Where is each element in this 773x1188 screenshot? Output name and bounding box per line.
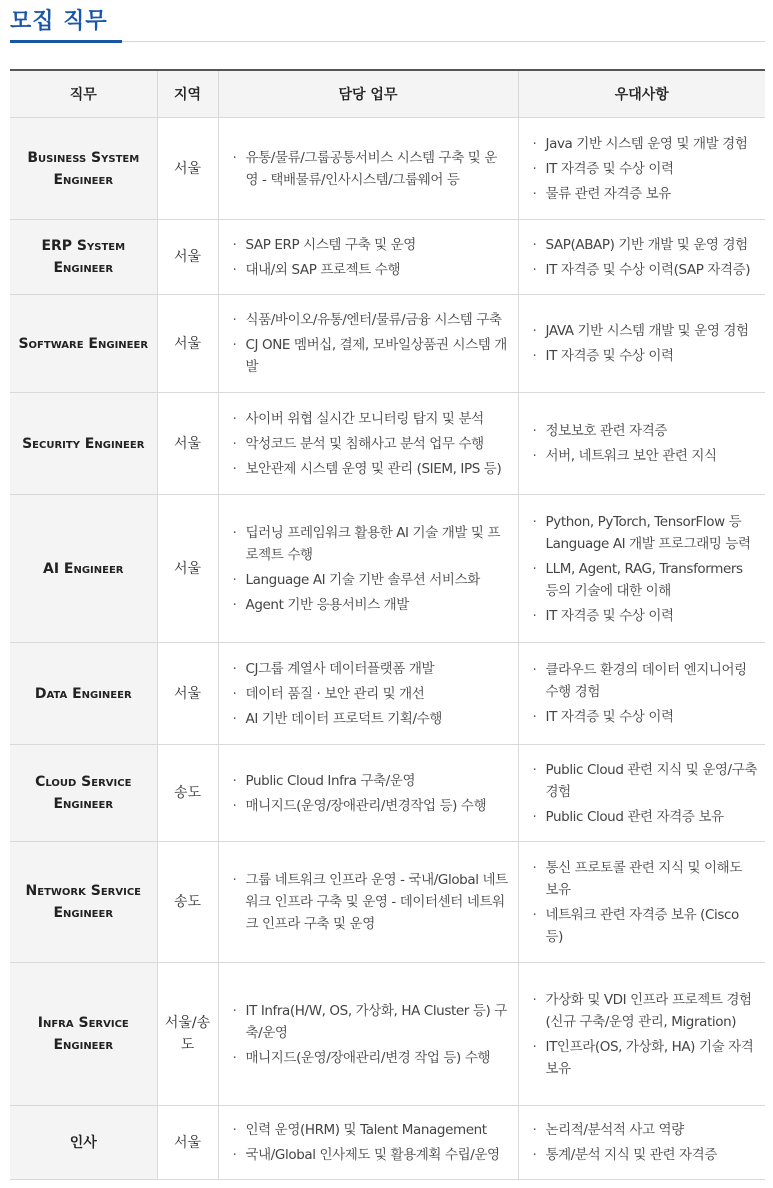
prefs-cell: [518, 963, 765, 1106]
job-region: 서울: [157, 220, 218, 295]
duty-list: [233, 234, 510, 281]
pref-item: · IT인프라(OS, 가상화, HA) 기술 자격 보유: [533, 1036, 758, 1080]
pref-list: [533, 133, 758, 205]
duties-cell: [218, 495, 518, 643]
job-region: 서울: [157, 295, 218, 393]
duties-cell: [218, 842, 518, 963]
duty-item: · 사이버 위협 실시간 모니터링 탐지 및 분석: [233, 408, 510, 430]
duty-item: · 데이터 품질 · 보안 관리 및 개선: [233, 683, 510, 705]
duty-item: · Public Cloud Infra 구축/운영: [233, 770, 510, 792]
duty-item: · 딥러닝 프레임워크 활용한 AI 기술 개발 및 프로젝트 수행: [233, 522, 510, 566]
pref-item: · Java 기반 시스템 운영 및 개발 경험: [533, 133, 758, 155]
duty-item: · 국내/Global 인사제도 및 활용계획 수립/운영: [233, 1144, 510, 1166]
pref-item: · 클라우드 환경의 데이터 엔지니어링 수행 경험: [533, 659, 758, 703]
duty-list: [233, 658, 510, 730]
job-title: Data Engineer: [10, 643, 157, 745]
pref-list: [533, 234, 758, 281]
prefs-cell: [518, 295, 765, 393]
pref-item: · 가상화 및 VDI 인프라 프로젝트 경험(신규 구축/운영 관리, Migration): [533, 989, 758, 1033]
duty-list: [233, 1000, 510, 1069]
header-prefs: 우대사항: [518, 70, 765, 118]
duty-list: [233, 408, 510, 480]
duties-cell: [218, 1106, 518, 1180]
pref-item: · Python, PyTorch, TensorFlow 등 Language AI 개발 프로그래밍 능력: [533, 511, 758, 555]
duty-list: [233, 309, 510, 378]
title-underline: [10, 40, 122, 43]
duty-item: · Agent 기반 응용서비스 개발: [233, 594, 510, 616]
job-title: Security Engineer: [10, 393, 157, 495]
table-row: [10, 118, 765, 220]
job-title: 인사: [10, 1106, 157, 1180]
pref-item: · IT 자격증 및 수상 이력: [533, 158, 758, 180]
pref-item: · IT 자격증 및 수상 이력(SAP 자격증): [533, 259, 758, 281]
pref-list: [533, 511, 758, 627]
prefs-cell: [518, 745, 765, 842]
pref-item: · Public Cloud 관련 자격증 보유: [533, 806, 758, 828]
duty-list: [233, 522, 510, 616]
duties-cell: [218, 295, 518, 393]
table-body: [10, 118, 765, 1180]
pref-item: · 서버, 네트워크 보안 관련 지식: [533, 445, 758, 467]
duties-cell: [218, 745, 518, 842]
prefs-cell: [518, 495, 765, 643]
prefs-cell: [518, 1106, 765, 1180]
duty-item: · 유통/물류/그룹공통서비스 시스템 구축 및 운영 - 택배물류/인사시스템/그룹웨어 등: [233, 147, 510, 191]
duties-cell: [218, 643, 518, 745]
duty-item: · 그룹 네트워크 인프라 운영 - 국내/Global 네트워크 인프라 구축 및 운영 - 데이터센터 네트워크 인프라 구축 및 운영: [233, 869, 510, 935]
pref-item: · LLM, Agent, RAG, Transformers 등의 기술에 대한 이해: [533, 558, 758, 602]
table-row: [10, 220, 765, 295]
job-title: ERP System Engineer: [10, 220, 157, 295]
job-region: 송도: [157, 745, 218, 842]
job-title: Software Engineer: [10, 295, 157, 393]
prefs-cell: [518, 643, 765, 745]
job-title: Cloud Service Engineer: [10, 745, 157, 842]
header-duties: 담당 업무: [218, 70, 518, 118]
job-region: 서울: [157, 643, 218, 745]
pref-list: [533, 320, 758, 367]
page-title: 모집 직무: [10, 9, 108, 34]
pref-list: [533, 659, 758, 728]
pref-item: · 네트워크 관련 자격증 보유 (Cisco 등): [533, 904, 758, 948]
duty-item: · 악성코드 분석 및 침해사고 분석 업무 수행: [233, 433, 510, 455]
duty-item: · 대내/외 SAP 프로젝트 수행: [233, 259, 510, 281]
duties-cell: [218, 220, 518, 295]
duty-item: · 매니지드(운영/장애관리/변경 작업 등) 수행: [233, 1047, 510, 1069]
table-row: [10, 295, 765, 393]
duty-item: · CJ그룹 계열사 데이터플랫폼 개발: [233, 658, 510, 680]
pref-item: · IT 자격증 및 수상 이력: [533, 345, 758, 367]
job-title: AI Engineer: [10, 495, 157, 643]
duty-item: · AI 기반 데이터 프로덕트 기획/수행: [233, 708, 510, 730]
header-region: 지역: [157, 70, 218, 118]
job-title: Infra Service Engineer: [10, 963, 157, 1106]
duty-item: · 식품/바이오/유통/엔터/물류/금융 시스템 구축: [233, 309, 510, 331]
pref-item: · Public Cloud 관련 지식 및 운영/구축 경험: [533, 759, 758, 803]
job-region: 서울: [157, 1106, 218, 1180]
prefs-cell: [518, 393, 765, 495]
pref-item: · IT 자격증 및 수상 이력: [533, 605, 758, 627]
job-title: Business System Engineer: [10, 118, 157, 220]
duty-list: [233, 770, 510, 817]
pref-item: · 통계/분석 지식 및 관련 자격증: [533, 1144, 758, 1166]
pref-item: · 논리적/분석적 사고 역량: [533, 1119, 758, 1141]
pref-item: · 물류 관련 자격증 보유: [533, 183, 758, 205]
duties-cell: [218, 963, 518, 1106]
duty-list: [233, 869, 510, 935]
job-region: 송도: [157, 842, 218, 963]
table-row: [10, 963, 765, 1106]
duties-cell: [218, 393, 518, 495]
prefs-cell: [518, 118, 765, 220]
table-row: [10, 1106, 765, 1180]
duties-cell: [218, 118, 518, 220]
duty-list: [233, 147, 510, 191]
table-row: [10, 745, 765, 842]
job-title: Network Service Engineer: [10, 842, 157, 963]
prefs-cell: [518, 220, 765, 295]
duty-item: · SAP ERP 시스템 구축 및 운영: [233, 234, 510, 256]
pref-list: [533, 420, 758, 467]
duty-item: · 매니지드(운영/장애관리/변경작업 등) 수행: [233, 795, 510, 817]
pref-item: · 정보보호 관련 자격증: [533, 420, 758, 442]
duty-item: · 보안관제 시스템 운영 및 관리 (SIEM, IPS 등): [233, 458, 510, 480]
pref-item: · SAP(ABAP) 기반 개발 및 운영 경험: [533, 234, 758, 256]
pref-list: [533, 759, 758, 828]
duty-item: · CJ ONE 멤버십, 결제, 모바일상품권 시스템 개발: [233, 334, 510, 378]
table-row: [10, 643, 765, 745]
prefs-cell: [518, 842, 765, 963]
duty-item: · Language AI 기술 기반 솔루션 서비스화: [233, 569, 510, 591]
table-row: [10, 842, 765, 963]
pref-item: · 통신 프로토콜 관련 지식 및 이해도 보유: [533, 857, 758, 901]
table-row: [10, 393, 765, 495]
job-region: 서울: [157, 495, 218, 643]
job-region: 서울/송도: [157, 963, 218, 1106]
table-header-row: [10, 70, 765, 118]
job-table: [10, 69, 765, 1180]
table-row: [10, 495, 765, 643]
duty-item: · IT Infra(H/W, OS, 가상화, HA Cluster 등) 구축/운영: [233, 1000, 510, 1044]
duty-list: [233, 1119, 510, 1166]
pref-list: [533, 857, 758, 948]
header-job: 직무: [10, 70, 157, 118]
job-region: 서울: [157, 118, 218, 220]
pref-item: · JAVA 기반 시스템 개발 및 운영 경험: [533, 320, 758, 342]
pref-item: · IT 자격증 및 수상 이력: [533, 706, 758, 728]
pref-list: [533, 1119, 758, 1166]
job-region: 서울: [157, 393, 218, 495]
duty-item: · 인력 운영(HRM) 및 Talent Management: [233, 1119, 510, 1141]
title-area: [10, 0, 765, 42]
pref-list: [533, 989, 758, 1080]
